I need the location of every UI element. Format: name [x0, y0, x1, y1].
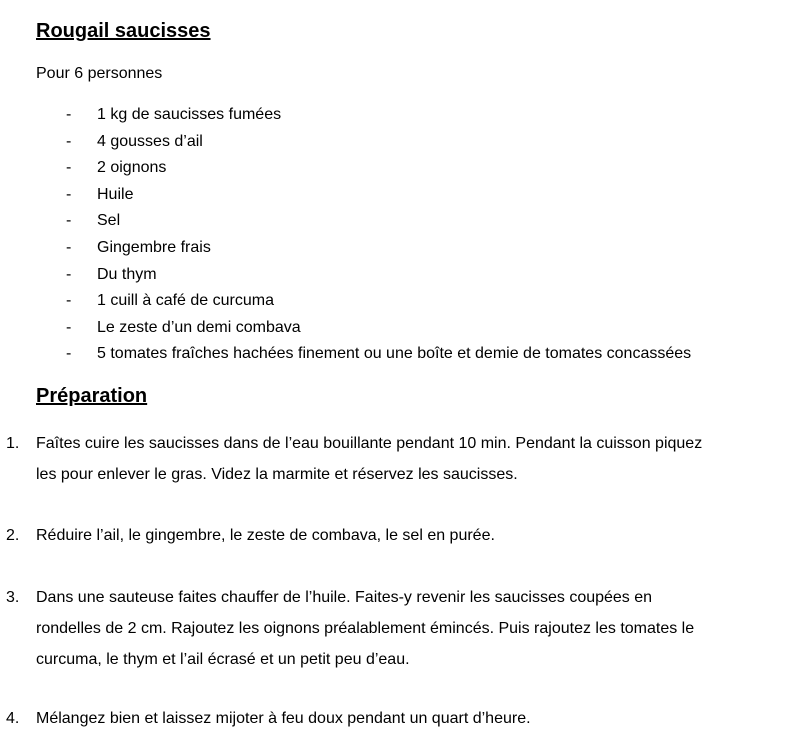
ingredient-text: 2 oignons: [97, 159, 167, 177]
step-number: 1.: [6, 435, 20, 452]
servings-text: Pour 6 personnes: [36, 65, 163, 82]
step-text: [36, 703, 796, 734]
list-bullet: -: [66, 185, 72, 203]
ingredient-text: Sel: [97, 212, 121, 230]
ingredient-item: [0, 102, 800, 129]
ingredient-text: Gingembre frais: [97, 238, 211, 256]
step-line: les pour enlever le gras. Videz la marmite et réservez les saucisses.: [36, 466, 518, 483]
list-bullet: -: [66, 238, 72, 256]
ingredient-item: [0, 262, 800, 289]
ingredient-text: 1 kg de saucisses fumées: [97, 106, 282, 123]
step-text: [36, 428, 796, 490]
step-number: 4.: [6, 710, 20, 727]
ingredient-item: [0, 155, 800, 182]
list-bullet: -: [66, 132, 72, 150]
step-line: rondelles de 2 cm. Rajoutez les oignons préalablement émincés. Puis rajoutez les tomates le: [36, 620, 695, 637]
list-bullet: -: [66, 212, 72, 230]
ingredient-text: 4 gousses d’ail: [97, 132, 203, 150]
step-line: Dans une sauteuse faites chauffer de l’huile. Faites-y revenir les saucisses coupées en: [36, 589, 653, 606]
list-bullet: -: [66, 292, 72, 310]
ingredient-text: 5 tomates fraîches hachées finement ou une boîte et demie de tomates concassées: [97, 345, 692, 363]
recipe-title: Rougail saucisses: [36, 20, 211, 42]
ingredient-item: [0, 182, 800, 209]
ingredient-text: Du thym: [97, 265, 157, 283]
step-line: Réduire l’ail, le gingembre, le zeste de combava, le sel en purée.: [36, 527, 495, 544]
ingredient-text: 1 cuill à café de curcuma: [97, 292, 274, 310]
list-bullet: -: [66, 345, 72, 363]
list-bullet: -: [66, 106, 72, 123]
step-number: 3.: [6, 589, 20, 606]
ingredient-text: Le zeste d’un demi combava: [97, 318, 301, 336]
preparation-heading: Préparation: [36, 385, 148, 407]
step-line: Faîtes cuire les saucisses dans de l’eau bouillante pendant 10 min. Pendant la cuisson piquez: [36, 435, 703, 452]
list-bullet: -: [66, 159, 72, 177]
step-line: Mélangez bien et laissez mijoter à feu doux pendant un quart d’heure.: [36, 710, 531, 727]
step-text: [36, 582, 796, 675]
list-bullet: -: [66, 265, 72, 283]
list-bullet: -: [66, 318, 72, 336]
step-text: [36, 520, 796, 551]
ingredient-text: Huile: [97, 185, 134, 203]
ingredient-list: [0, 102, 800, 368]
ingredient-item: [0, 235, 800, 262]
ingredient-item: [0, 208, 800, 235]
step-number: 2.: [6, 527, 20, 544]
step-line: curcuma, le thym et l’ail écrasé et un petit peu d’eau.: [36, 651, 410, 668]
ingredient-item: [0, 341, 800, 368]
ingredient-item: [0, 288, 800, 315]
ingredient-item: [0, 315, 800, 342]
ingredient-item: [0, 129, 800, 156]
